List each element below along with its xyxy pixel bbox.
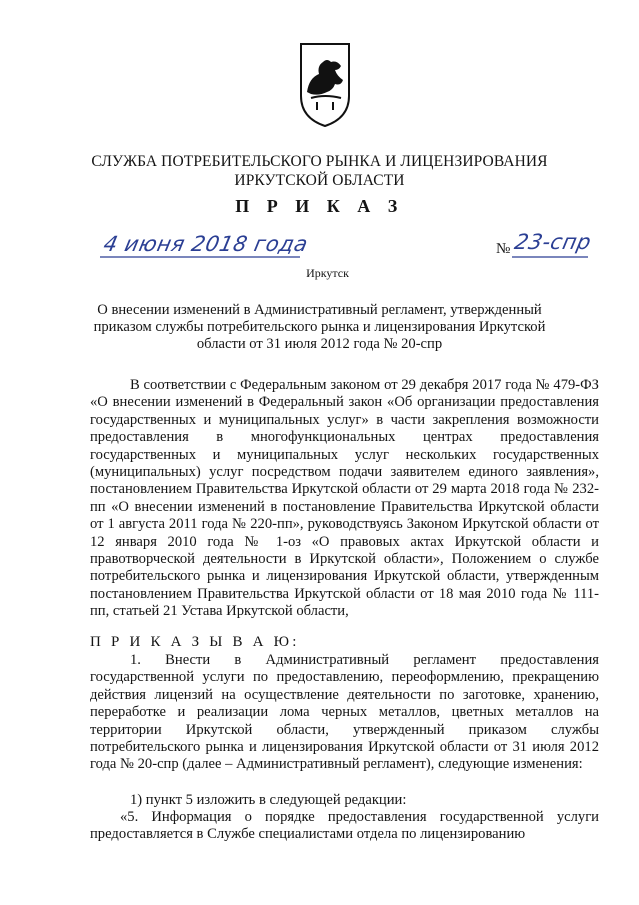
- irkutsk-coat-of-arms-icon: [297, 40, 353, 128]
- city-name: Иркутск: [306, 266, 349, 280]
- subject-line-1: О внесении изменений в Административный регламент, утвержденный: [97, 302, 542, 318]
- item-1-text: 1. Внести в Административный регламент предоставления государственной услуги по предоставлению, переоформлению, прекращению действия лицензий на осуществление деятельности по заготовке, хранению, переработке и реализации лома черных металлов, цветных металлов на территории Иркутской области, утвержденный приказом службы потребительского рынка и лицензирования Иркутской области от 31 июля 2012 года № 20-спр (далее – Административный регламент), следующие изменения:: [90, 652, 599, 773]
- agency-line-2: ИРКУТСКОЙ ОБЛАСТИ: [234, 172, 405, 189]
- clause-5-text: «5. Информация о порядке предоставления государственной услуги предоставляется в Службе специалистами отдела по лицензированию: [90, 809, 599, 843]
- document-type-title: П Р И К А З: [235, 196, 404, 216]
- order-number-label: №: [496, 241, 511, 257]
- order-number-handwritten: 23-спр: [512, 230, 594, 254]
- subitem-1-text: 1) пункт 5 изложить в следующей редакции:: [130, 792, 407, 808]
- agency-name: [0, 152, 639, 190]
- order-date-handwritten: 4 июня 2018 года: [101, 232, 311, 256]
- agency-line-1: СЛУЖБА ПОТРЕБИТЕЛЬСКОГО РЫНКА И ЛИЦЕНЗИРОВАНИЯ: [91, 153, 548, 170]
- subject-line-3: области от 31 июля 2012 года № 20-спр: [196, 336, 443, 352]
- order-verb-heading: П Р И К А З Ы В А Ю:: [90, 634, 300, 650]
- item-1-paragraph: [90, 652, 599, 774]
- subject-line-2: приказом службы потребительского рынка и лицензирования Иркутской: [93, 319, 546, 335]
- preamble-paragraph: [90, 377, 599, 621]
- quoted-clause-5: [90, 809, 599, 844]
- preamble-text: В соответствии с Федеральным законом от 29 декабря 2017 года № 479-ФЗ «О внесении изменений в Федеральный закон «Об организации предоставления государственных и муниципальных услуг» в части закрепления возможности предоставления в многофункциональных центрах предоставления государственных и муниципальных услуг нескольких государственных (муниципальных) услуг посредством подачи заявителем единого заявления», постановлением Правительства Иркутской области от 29 марта 2018 года № 232-пп «О внесении изменений в постановление Правительства Иркутской области от 1 августа 2011 года № 220-пп», руководствуясь Законом Иркутской области от 12 января 2010 года № 1-оз «О правовых актах Иркутской области и правотворческой деятельности в Иркутской области», Положением о службе потребительского рынка и лицензирования Иркутской области, утвержденным постановлением Правительства Иркутской области от 18 мая 2010 года № 111-пп, статьей 21 Устава Иркутской области,: [90, 377, 599, 620]
- order-subject: [0, 302, 639, 353]
